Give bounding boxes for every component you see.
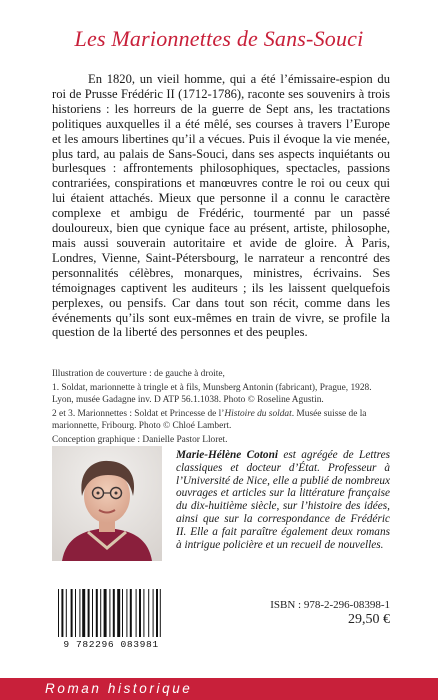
credits-item-2: [52, 408, 392, 433]
author-biography: [176, 449, 390, 551]
credits-item-1: 1. Soldat, marionnette à tringle et à fils, Munsberg Antonin (fabricant), Prague, 1928. Lyon, musée Gadagne inv. D ATP 56.1.1038. Photo © Roseline Agustin.: [52, 382, 372, 406]
credits-heading: Illustration de couverture : de gauche à droite,: [52, 369, 225, 379]
credits-item-2-italic: Histoire du soldat: [224, 408, 292, 419]
back-cover-blurb: En 1820, un vieil homme, qui a été l’émissaire-espion du roi de Prusse Frédéric II (1712-1786), raconte ses souvenirs à trois historiens : les horreurs de la guerre de Sept ans, les tractations politiques auxquelles il a été mêlé, ses courses à travers l’Europe et les amours libertines qu’il a vécues. Puis il évoque la vie menée, plus tard, au palais de Sans-Souci, dans ses aspects inquiétants ou burlesques : affrontements philosophiques, spectacles, passions contrariées, conspirations et manœuvres contre le roi ou ceux qui lui étaient attachés. Mieux que personne il a connu le caractère complexe et ambigu de Frédéric, tourmenté par un passé douloureux, bien que cynique face au présent, artiste, philosophe, mais aussi souverain autoritaire et avide de gloire. À Paris, Londres, Vienne, Saint-Pétersbourg, le narrateur a rencontré des personnalités célèbres, monarques, ministres, écrivains. Ses témoignages captivent les auditeurs ; ils les laissent quelquefois perplexes, ou pensifs. Car dans tout son récit, comme dans les événements qu’ils sont eux-mêmes en train de vivre, se profile la question de la liberté des personnes et des peuples.: [52, 72, 390, 340]
price: 29,50 €: [348, 612, 390, 627]
credits-item-2-text-a: 2 et 3. Marionnettes : Soldat et Princesse de l’: [52, 408, 225, 419]
credits-design: Conception graphique : Danielle Pastor Lloret.: [52, 434, 228, 445]
author-bio: est agrégée de Lettres classiques et docteur d’État. Professeur à l’Université de Nice, elle a publié de nombreux ouvrages et articles sur la littérature française du dix-huitième siècle, sur l’histoire des idées, ainsi que sur la correspondance de Frédéric II. Elle a fait paraître également deux romans à intrigue policière et un recueil de nouvelles.: [176, 449, 390, 551]
isbn: ISBN : 978-2-296-08398-1: [270, 599, 390, 611]
book-title: Les Marionnettes de Sans-Souci: [74, 26, 364, 51]
genre-band: [0, 678, 438, 700]
barcode-digits: 9 782296 083981: [52, 639, 170, 650]
cover-credits: [52, 368, 392, 448]
genre-label: Roman historique: [45, 681, 193, 696]
author-photo: [52, 446, 162, 561]
credits-item-2-text-b: . Musée suisse de la marionnette, Fribourg. Photo © Chloé Lambert.: [52, 408, 367, 432]
author-name: Marie-Hélène Cotoni: [176, 449, 279, 461]
